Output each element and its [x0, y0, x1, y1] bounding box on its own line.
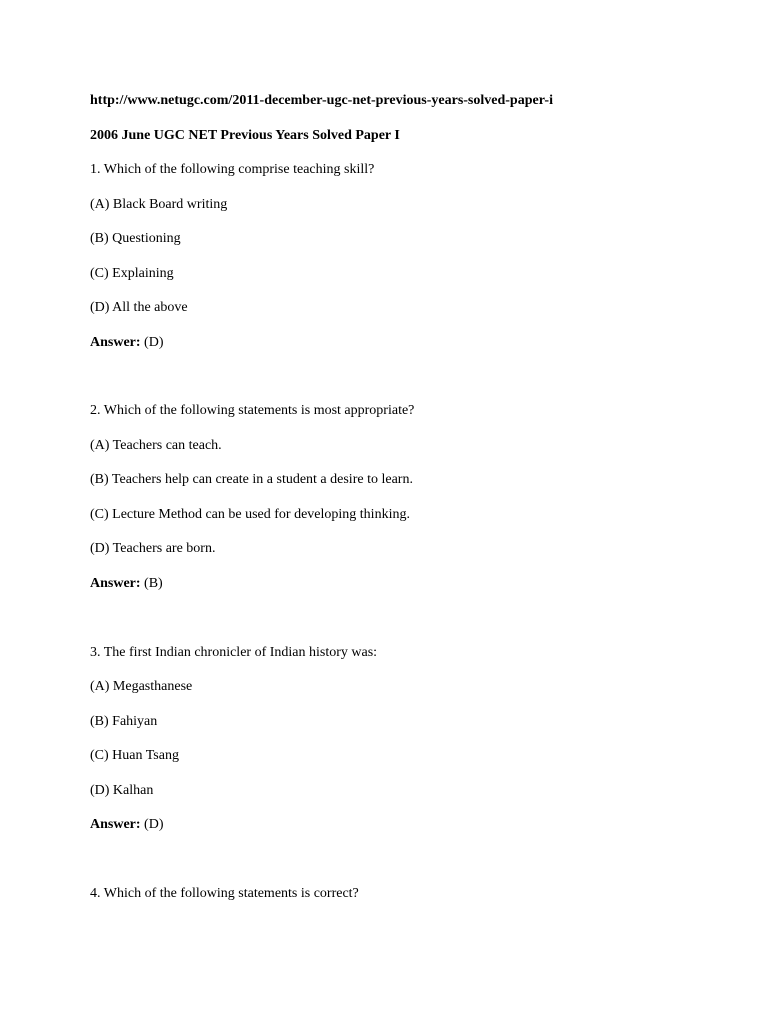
question-2-option-c: (C) Lecture Method can be used for developing thinking.	[90, 507, 410, 522]
answer-value: (B)	[144, 576, 163, 591]
question-4-text: 4. Which of the following statements is correct?	[90, 886, 359, 901]
question-2-option-b: (B) Teachers help can create in a student a desire to learn.	[90, 472, 413, 487]
question-2-option-d: (D) Teachers are born.	[90, 541, 216, 556]
question-1-option-c: (C) Explaining	[90, 266, 174, 281]
question-3-option-c: (C) Huan Tsang	[90, 748, 179, 763]
question-1-text: 1. Which of the following comprise teaching skill?	[90, 162, 375, 177]
answer-label: Answer:	[90, 817, 141, 832]
source-url: http://www.netugc.com/2011-december-ugc-net-previous-years-solved-paper-i	[90, 93, 553, 108]
question-3-text: 3. The first Indian chronicler of Indian history was:	[90, 645, 378, 660]
question-3-option-a: (A) Megasthanese	[90, 679, 193, 694]
answer-value: (D)	[144, 335, 164, 350]
question-2-text: 2. Which of the following statements is most appropriate?	[90, 403, 415, 418]
question-3-option-b: (B) Fahiyan	[90, 714, 158, 729]
question-1-option-d: (D) All the above	[90, 300, 188, 315]
question-1-option-a: (A) Black Board writing	[90, 197, 228, 212]
question-3-answer	[90, 816, 163, 834]
answer-label: Answer:	[90, 335, 141, 350]
question-2-answer	[90, 575, 163, 593]
question-1-option-b: (B) Questioning	[90, 231, 181, 246]
answer-value: (D)	[144, 817, 164, 832]
question-1-answer	[90, 334, 163, 352]
document-title: 2006 June UGC NET Previous Years Solved Paper I	[90, 128, 400, 143]
answer-label: Answer:	[90, 576, 141, 591]
question-3-option-d: (D) Kalhan	[90, 783, 154, 798]
question-2-option-a: (A) Teachers can teach.	[90, 438, 222, 453]
